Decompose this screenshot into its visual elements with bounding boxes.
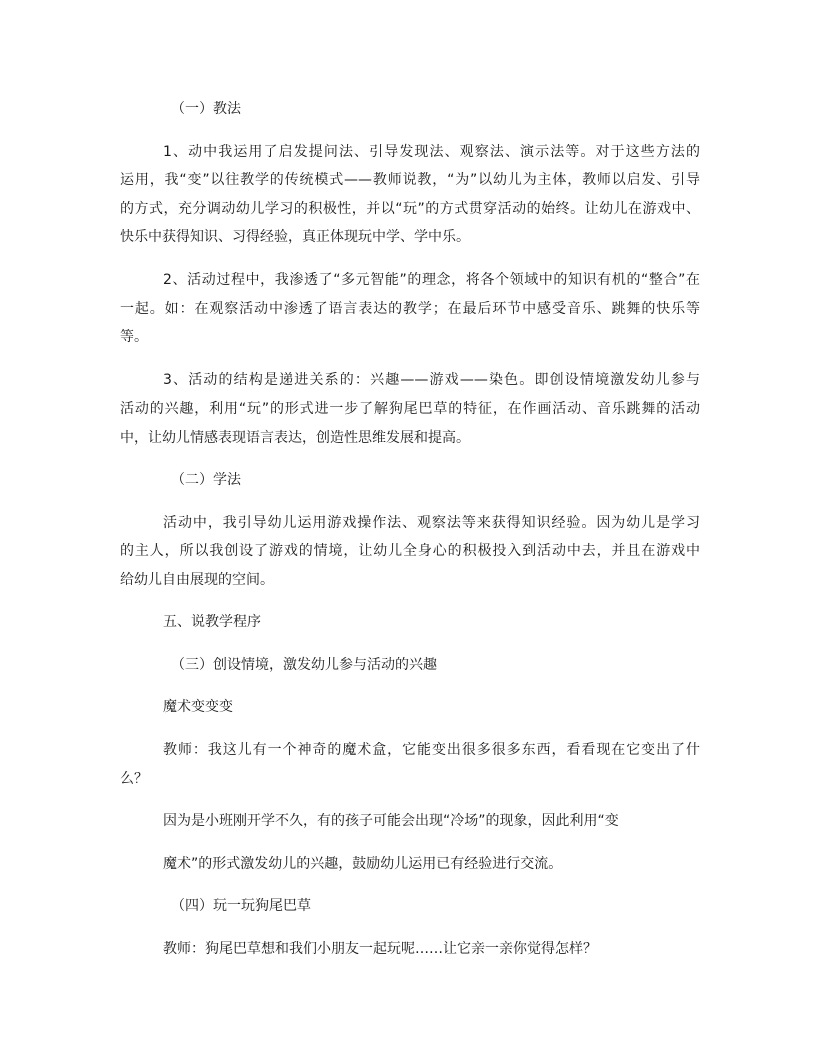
para1-line3: 的方式，充分调动幼儿学习的积极性，并以“玩”的方式贯穿活动的始终。让幼儿在游戏中、 (120, 201, 700, 217)
teacher-line2: 教师：狗尾巴草想和我们小朋友一起玩呢……让它亲一亲你觉得怎样？ (163, 941, 597, 957)
para3-line2: 活动的兴趣，利用“玩”的形式进一步了解狗尾巴草的特征，在作画活动、音乐跳舞的活动 (120, 401, 700, 417)
magic-title: 魔术变变变 (163, 699, 233, 715)
para1-line2: 运用，我“变”以往教学的传统模式——教师说教，“为”以幼儿为主体，教师以启发、引导 (120, 172, 700, 188)
teacher-line1-a: 教师：我这儿有一个神奇的魔术盒，它能变出很多很多东西，看看现在它变出了什 (163, 742, 700, 758)
para2-line2: 一起。如：在观察活动中渗透了语言表达的教学；在最后环节中感受音乐、跳舞的快乐等 (120, 301, 700, 317)
heading-learning-method: （二）学法 (171, 472, 241, 488)
note-line2: 魔术”的形式激发幼儿的兴趣，鼓励幼儿运用已有经验进行交流。 (163, 856, 563, 872)
para3-line1: 3、活动的结构是递进关系的：兴趣——游戏——染色。即创设情境激发幼儿参与 (163, 372, 700, 388)
note-line1: 因为是小班刚开学不久，有的孩子可能会出现“冷场”的现象，因此利用“变 (163, 813, 619, 829)
para1-line1: 1、动中我运用了启发提问法、引导发现法、观察法、演示法等。对于这些方法的 (163, 144, 700, 160)
heading-section-four: （四）玩一玩狗尾巴草 (171, 898, 311, 914)
heading-section-five: 五、说教学程序 (163, 614, 261, 630)
para4-line3: 给幼儿自由展现的空间。 (120, 572, 274, 588)
para1-line4: 快乐中获得知识、习得经验，真正体现玩中学、学中乐。 (120, 229, 470, 245)
para4-line1: 活动中，我引导幼儿运用游戏操作法、观察法等来获得知识经验。因为幼儿是学习 (163, 515, 700, 531)
para3-line3: 中，让幼儿情感表现语言表达，创造性思维发展和提高。 (120, 430, 470, 446)
para2-line1: 2、活动过程中，我渗透了“多元智能”的理念，将各个领域中的知识有机的“整合”在 (163, 272, 700, 288)
teacher-line1-b: 么？ (120, 771, 148, 787)
para2-line3: 等。 (120, 329, 148, 345)
para4-line2: 的主人，所以我创设了游戏的情境，让幼儿全身心的积极投入到活动中去，并且在游戏中 (120, 543, 700, 559)
heading-section-three: （三）创设情境，激发幼儿参与活动的兴趣 (171, 657, 437, 673)
heading-teaching-method: （一）教法 (171, 101, 241, 117)
